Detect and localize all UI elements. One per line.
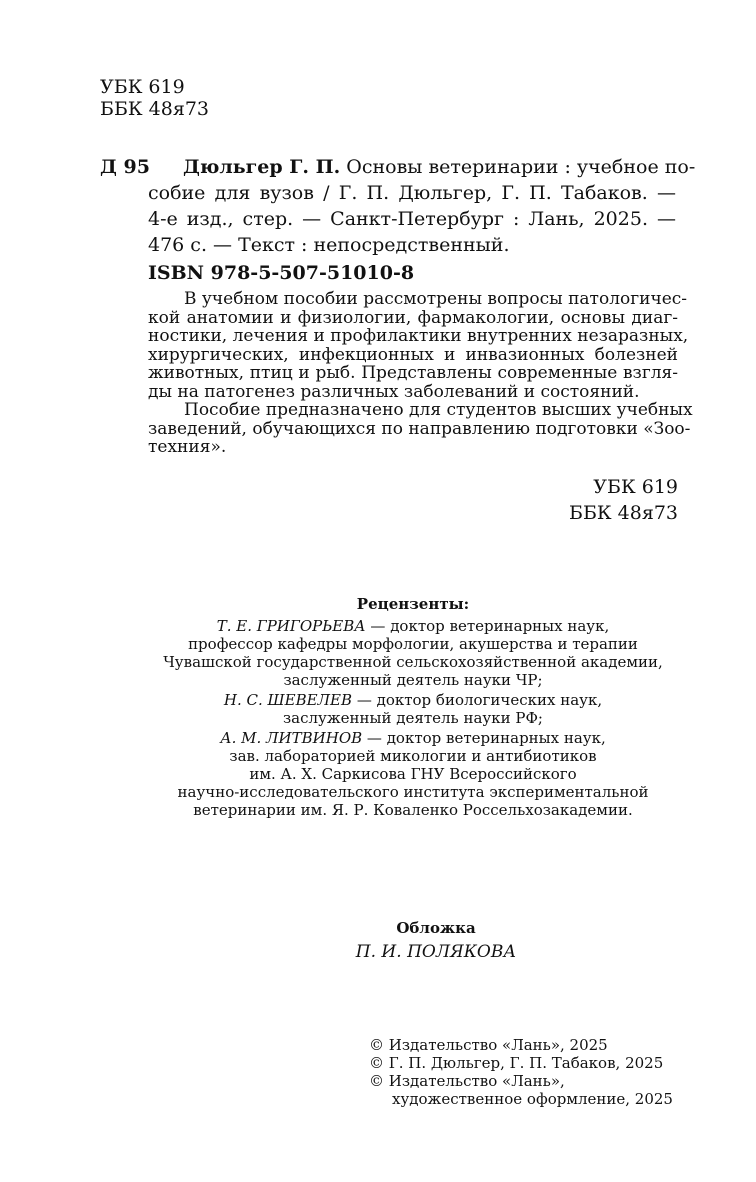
reviewer-3-name: А. М. ЛИТВИНОВ — [220, 729, 363, 747]
copyright-block — [369, 1036, 673, 1108]
annotation-line: хирургических, инфекционных и инвазионных болезней — [148, 344, 678, 365]
reviewer-2-name: Н. С. ШЕВЕЛЕВ — [223, 691, 353, 709]
entry-line-1 — [183, 156, 696, 178]
reviewer-3-line-1 — [0, 729, 756, 747]
copyright-line-1: © Издательство «Лань», 2025 — [369, 1036, 608, 1054]
annotation-line: техния». — [148, 437, 227, 457]
reviewer-1-name: Т. Е. ГРИГОРЬЕВА — [216, 617, 366, 635]
annotation-line: ностики, лечения и профилактики внутренних незаразных, — [148, 326, 689, 346]
reviewers-heading: Рецензенты: — [356, 595, 470, 613]
cover-heading: Обложка — [396, 919, 476, 937]
entry-line-2: собие для вузов / Г. П. Дюльгер, Г. П. Табаков. — — [148, 182, 676, 204]
reviewer-3-line-5: ветеринарии им. Я. Р. Коваленко Россельхозакадемии. — [193, 801, 633, 819]
annotation-line: кой анатомии и физиологии, фармакологии, основы диаг- — [148, 307, 678, 328]
isbn: ISBN 978-5-507-51010-8 — [148, 262, 415, 284]
entry-title-start: Основы ветеринарии : учебное по- — [346, 156, 696, 178]
reviewer-1-line-3: Чувашской государственной сельскохозяйственной академии, — [163, 653, 663, 671]
copyright-line-2: © Г. П. Дюльгер, Г. П. Табаков, 2025 — [369, 1054, 664, 1072]
reviewer-2-line-2: заслуженный деятель науки РФ; — [283, 709, 543, 727]
annotation — [148, 289, 693, 457]
reviewer-3-line-3: им. А. Х. Саркисова ГНУ Всероссийского — [249, 765, 577, 783]
copyright-line-3: © Издательство «Лань», — [369, 1072, 565, 1090]
reviewer-2-line-1 — [0, 691, 756, 709]
bbk-code-top: ББК 48я73 — [100, 98, 210, 120]
reviewers-block — [0, 595, 756, 819]
reviewer-1-line-1 — [0, 617, 756, 635]
reviewer-2-degree: — доктор биологических наук, — [352, 691, 603, 709]
classification-bottom — [569, 476, 678, 524]
udk-code-top: УБК 619 — [100, 76, 185, 98]
entry-continuation — [148, 182, 676, 256]
entry-line-4: 476 с. — Текст : непосредственный. — [148, 234, 510, 256]
bibliographic-entry — [183, 156, 696, 178]
reviewer-3-line-2: зав. лабораторией микологии и антибиотиков — [229, 747, 597, 765]
author-mark: Д 95 — [100, 156, 150, 178]
udk-code-bottom: УБК 619 — [593, 476, 678, 498]
annotation-line: ды на патогенез различных заболеваний и состояний. — [148, 381, 640, 402]
cover-block — [0, 919, 756, 962]
annotation-line: В учебном пособии рассмотрены вопросы патологичес- — [184, 289, 688, 309]
entry-line-3: 4-е изд., стер. — Санкт-Петербург : Лань, 2025. — — [148, 208, 676, 230]
annotation-line: животных, птиц и рыб. Представлены современные взгля- — [148, 363, 678, 383]
classification-top — [100, 76, 209, 120]
annotation-line: Пособие предназначено для студентов высших учебных — [184, 400, 693, 420]
entry-author: Дюльгер Г. П. — [183, 156, 341, 178]
annotation-line: заведений, обучающихся по направлению подготовки «Зоо- — [148, 418, 691, 439]
bbk-code-bottom: ББК 48я73 — [568, 502, 678, 524]
copyright-line-4: художественное оформление, 2025 — [392, 1090, 673, 1108]
reviewer-3-degree: — доктор ветеринарных наук, — [362, 729, 606, 747]
reviewer-1-line-2: профессор кафедры морфологии, акушерства и терапии — [188, 635, 638, 653]
reviewer-3-line-4: научно-исследовательского института экспериментальной — [177, 783, 649, 801]
cover-designer: П. И. ПОЛЯКОВА — [355, 942, 517, 962]
reviewer-1-degree: — доктор ветеринарных наук, — [365, 617, 610, 635]
reviewer-1-line-4: заслуженный деятель науки ЧР; — [283, 671, 543, 689]
